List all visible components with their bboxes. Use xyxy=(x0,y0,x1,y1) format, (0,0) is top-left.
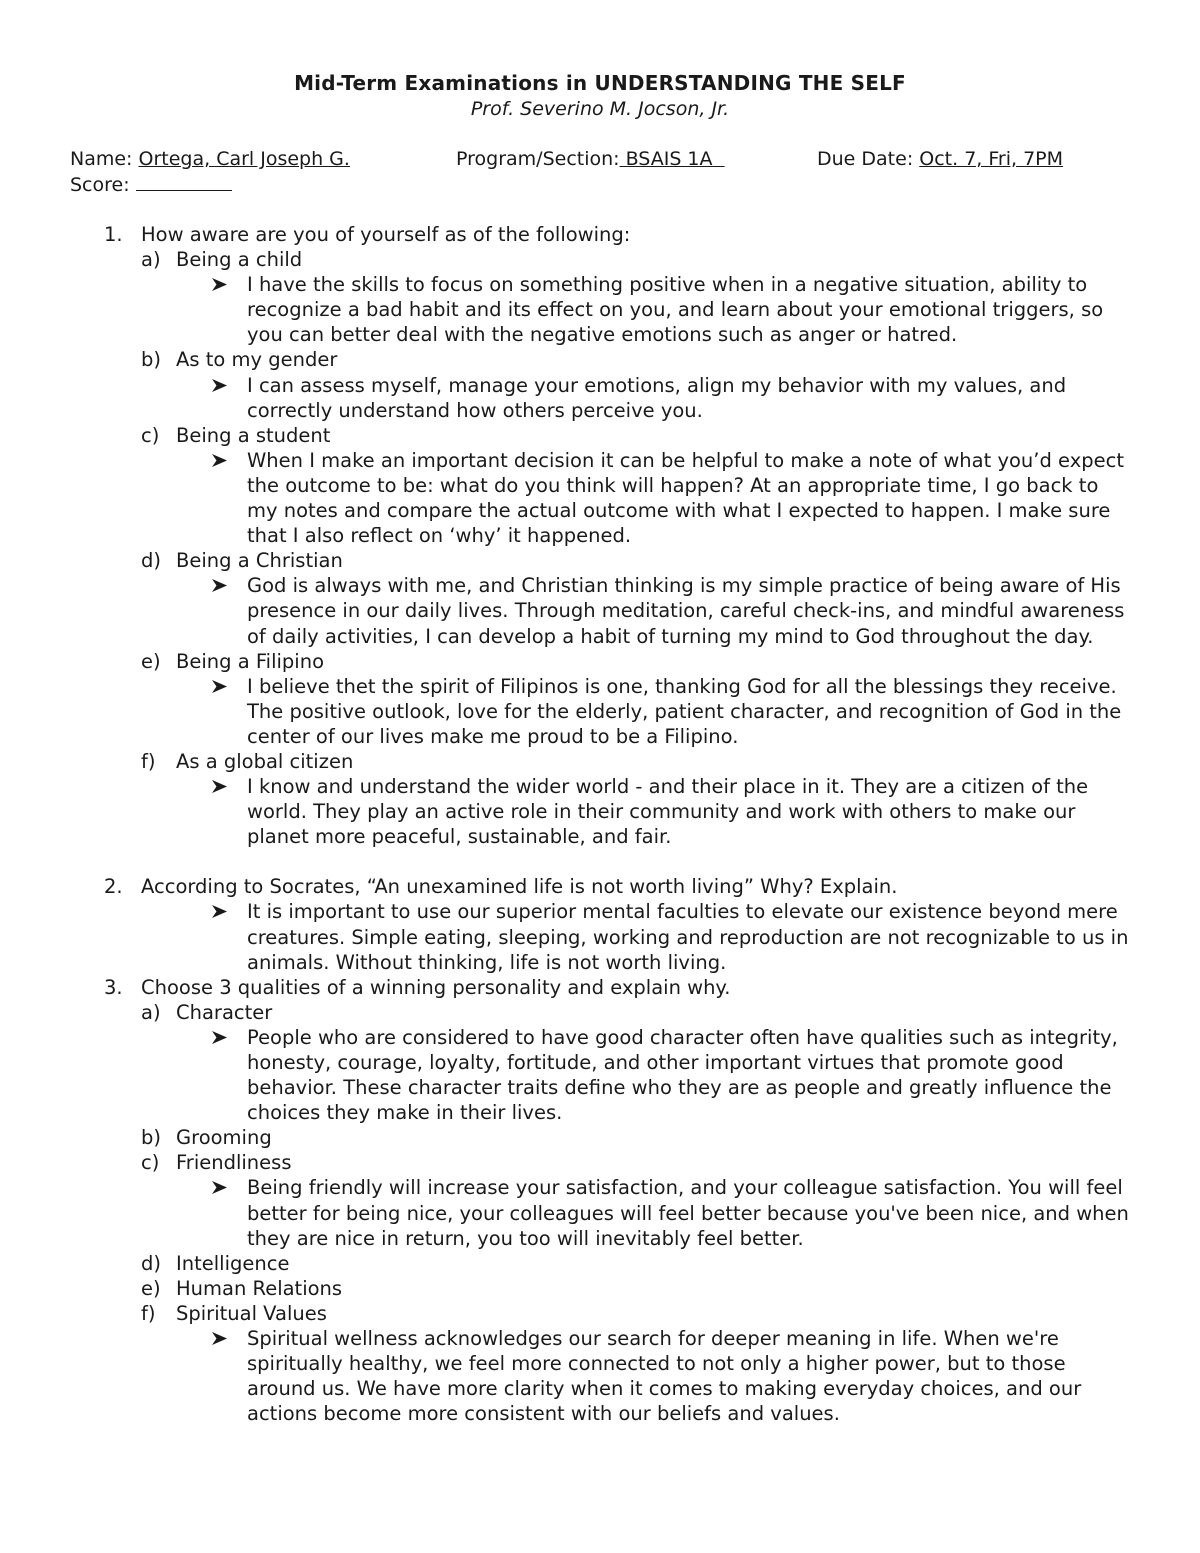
sub-text: Intelligence xyxy=(176,1251,290,1275)
sub-item xyxy=(0,1301,1200,1326)
sub-item xyxy=(0,1150,1200,1175)
student-name: Ortega, Carl Joseph G. xyxy=(138,148,350,170)
sub-letter: d) xyxy=(141,549,161,573)
sub-text: Being a Christian xyxy=(176,549,343,573)
arrow-bullet-icon xyxy=(211,1025,228,1045)
arrow-bullet-icon xyxy=(211,674,228,694)
answer xyxy=(0,774,1200,849)
sub-letter: a) xyxy=(141,248,161,272)
due-date-label: Due Date: xyxy=(817,148,920,170)
question-number: 1. xyxy=(104,223,123,246)
sub-item xyxy=(0,1276,1200,1301)
answer xyxy=(0,674,1200,749)
sub-item xyxy=(0,548,1200,573)
answer-text: When I make an important decision it can be helpful to make a note of what you’d expect the outcome to be: what do you think will happen? At an appropriate time, I go back to my notes and compare the actual outcome with what I expected to happen. I make sure that I also reflect on ‘why’ it happened. xyxy=(247,448,1124,548)
sub-letter: e) xyxy=(141,1276,161,1300)
due-date: Oct. 7, Fri, 7PM xyxy=(919,148,1064,170)
sub-letter: b) xyxy=(141,1126,161,1150)
question-3 xyxy=(0,975,1200,1000)
question-text: According to Socrates, “An unexamined life is not worth living” Why? Explain. xyxy=(141,875,898,899)
sub-letter: b) xyxy=(141,348,161,372)
answer-text: I know and understand the wider world - and their place in it. They are a citizen of the world. They play an active role in their community and work with others to make our planet more peaceful, sustainable, and fair. xyxy=(247,775,1089,849)
arrow-bullet-icon xyxy=(211,774,228,794)
questions-list xyxy=(0,222,1200,1426)
question-number: 3. xyxy=(104,975,123,999)
score-blank xyxy=(136,172,232,191)
answer-text: I can assess myself, manage your emotions, align my behavior with my values, and correctly understand how others perceive you. xyxy=(247,373,1067,422)
question-1 xyxy=(0,222,1200,247)
answer-text: I believe thet the spirit of Filipinos is one, thanking God for all the blessings they receive. The positive outlook, love for the elderly, patient character, and recognition of God in the center of our lives make me proud to be a Filipino. xyxy=(247,674,1122,748)
answer xyxy=(0,1175,1200,1250)
spacer xyxy=(0,849,1200,874)
sub-text: As to my gender xyxy=(176,348,338,372)
sub-text: Being a Filipino xyxy=(176,649,325,673)
sub-text: Human Relations xyxy=(176,1276,343,1300)
sub-item xyxy=(0,649,1200,674)
sub-item xyxy=(0,347,1200,372)
sub-letter: e) xyxy=(141,649,161,673)
sub-item xyxy=(0,749,1200,774)
question-text: How aware are you of yourself as of the following: xyxy=(141,223,631,246)
answer xyxy=(0,1025,1200,1125)
score-row xyxy=(70,172,232,198)
sub-item xyxy=(0,1125,1200,1150)
sub-item xyxy=(0,1000,1200,1025)
sub-item xyxy=(0,423,1200,448)
score-label: Score: xyxy=(70,174,136,196)
sub-letter: d) xyxy=(141,1251,161,1275)
answer-text: People who are considered to have good character often have qualities such as integrity, honesty, courage, loyalty, fortitude, and other important virtues that promote good behavior. These character traits define who they are as people and greatly influence the choices they make in their lives. xyxy=(247,1025,1118,1125)
exam-title: Mid-Term Examinations in UNDERSTANDING THE SELF xyxy=(294,71,906,95)
answer-text: Spiritual wellness acknowledges our search for deeper meaning in life. When we're spiritually healthy, we feel more connected to not only a higher power, but to those around us. We have more clarity when it comes to making everyday choices, and our actions become more consistent with our beliefs and values. xyxy=(247,1327,1082,1426)
sub-text: As a global citizen xyxy=(176,749,354,773)
program-row xyxy=(456,147,725,172)
sub-text: Being a child xyxy=(176,248,303,272)
arrow-bullet-icon xyxy=(211,1175,228,1195)
sub-letter: f) xyxy=(141,1301,156,1325)
sub-item xyxy=(0,1251,1200,1276)
answer xyxy=(0,899,1200,974)
sub-letter: a) xyxy=(141,1000,161,1024)
arrow-bullet-icon xyxy=(211,272,228,292)
answer xyxy=(0,272,1200,347)
answer xyxy=(0,1326,1200,1426)
sub-text: Being a student xyxy=(176,423,331,447)
arrow-bullet-icon xyxy=(211,448,228,468)
answer-text: God is always with me, and Christian thinking is my simple practice of being aware of His presence in our daily lives. Through meditation, careful check-ins, and mindful awareness of daily activities, I can develop a habit of turning my mind to God throughout the day. xyxy=(247,574,1125,648)
question-number: 2. xyxy=(104,875,123,899)
sub-text: Character xyxy=(176,1000,273,1024)
sub-text: Friendliness xyxy=(176,1151,292,1175)
name-label: Name: xyxy=(70,148,139,170)
name-row xyxy=(70,147,350,172)
arrow-bullet-icon xyxy=(211,1326,228,1346)
sub-text: Grooming xyxy=(176,1126,272,1150)
question-2 xyxy=(0,874,1200,899)
sub-letter: c) xyxy=(141,423,160,447)
professor-name: Prof. Severino M. Jocson, Jr. xyxy=(470,98,730,120)
sub-letter: f) xyxy=(141,749,156,773)
sub-text: Spiritual Values xyxy=(176,1301,327,1325)
answer xyxy=(0,448,1200,548)
answer xyxy=(0,373,1200,423)
answer xyxy=(0,573,1200,648)
answer-text: I have the skills to focus on something positive when in a negative situation, ability to recognize a bad habit and its effect on you, and learn about your emotional triggers, so you can better deal with the negative emotions such as anger or hatred. xyxy=(247,273,1104,347)
program-label: Program/Section: xyxy=(456,148,620,170)
sub-item xyxy=(0,247,1200,272)
arrow-bullet-icon xyxy=(211,573,228,593)
answer-text: It is important to use our superior mental faculties to elevate our existence beyond mere creatures. Simple eating, sleeping, working and reproduction are not recognizable to us in animals. Without thinking, life is not worth living. xyxy=(247,900,1129,974)
program-section: BSAIS 1A xyxy=(619,148,725,170)
arrow-bullet-icon xyxy=(211,899,228,919)
due-date-row xyxy=(817,147,1063,172)
arrow-bullet-icon xyxy=(211,373,228,393)
sub-letter: c) xyxy=(141,1151,160,1175)
question-text: Choose 3 qualities of a winning personality and explain why. xyxy=(141,975,731,999)
answer-text: Being friendly will increase your satisfaction, and your colleague satisfaction. You will feel better for being nice, your colleagues will feel better because you've been nice, and when they are nice in return, you too will inevitably feel better. xyxy=(247,1176,1129,1250)
